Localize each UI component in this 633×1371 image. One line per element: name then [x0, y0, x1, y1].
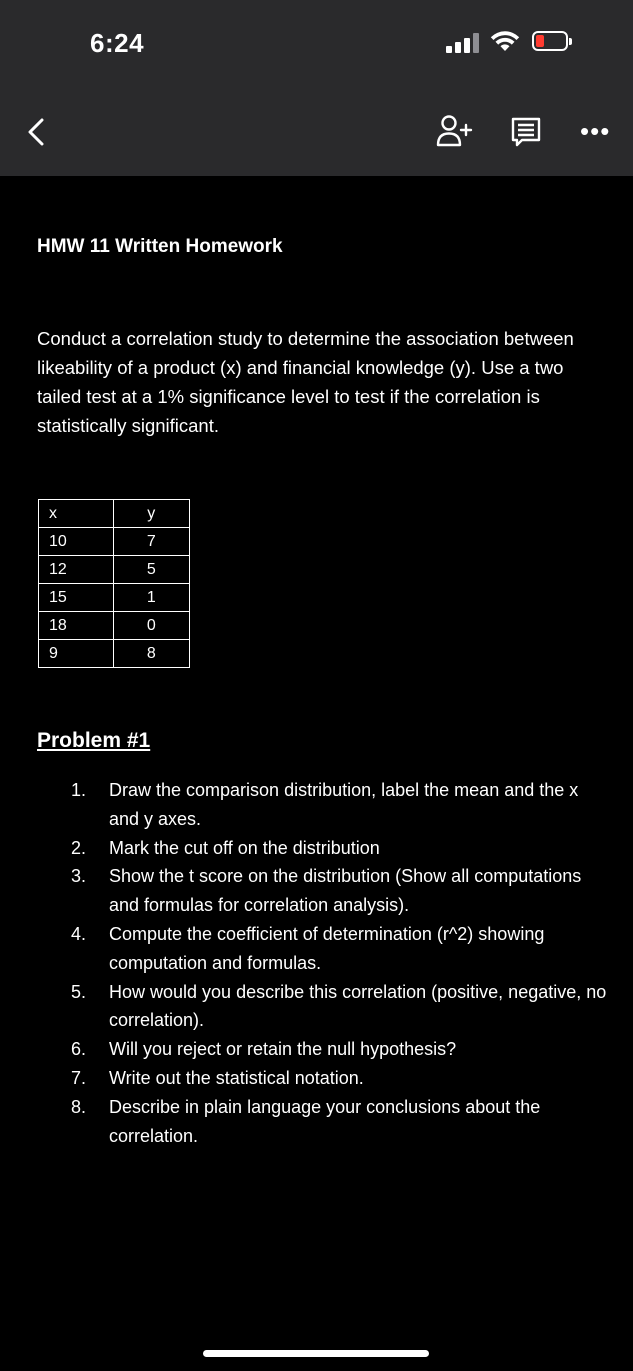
cell-y: 7: [113, 528, 189, 556]
list-item-text: Describe in plain language your conclusions about the correlation.: [109, 1096, 541, 1146]
cell-y: 1: [113, 584, 189, 612]
list-item: [71, 978, 611, 1036]
more-options-icon[interactable]: •••: [580, 116, 611, 146]
column-header-x: x: [39, 500, 114, 528]
column-header-y: y: [113, 500, 189, 528]
table-row: [39, 528, 190, 556]
list-item-text: Draw the comparison distribution, label the mean and the x and y axes.: [109, 780, 579, 829]
cellular-signal-icon: [446, 33, 480, 53]
list-item: [71, 862, 611, 920]
status-time: 6:24: [90, 28, 145, 58]
cell-y: 0: [113, 612, 189, 640]
document-comments-icon[interactable]: [510, 116, 542, 148]
list-item-number: 2.: [71, 837, 87, 858]
cell-x: 9: [39, 640, 114, 668]
table-row: [39, 640, 190, 668]
table-row: [39, 584, 190, 612]
task-list: [71, 776, 611, 1150]
page-title: HMW 11 Written Homework: [37, 236, 283, 257]
cell-x: 15: [39, 584, 114, 612]
battery-icon: [532, 31, 568, 51]
list-item-number: 5.: [71, 981, 87, 1002]
table-row: [39, 556, 190, 584]
status-bar: [0, 0, 633, 88]
list-item: [71, 776, 611, 834]
data-table: [38, 499, 190, 668]
wifi-icon: [490, 30, 520, 52]
cell-y: 8: [113, 640, 189, 668]
list-item: [71, 834, 611, 863]
cell-x: 12: [39, 556, 114, 584]
list-item-text: Will you reject or retain the null hypothesis?: [109, 1039, 457, 1060]
list-item: [71, 1064, 611, 1093]
list-item-number: 1.: [71, 780, 87, 800]
list-item-number: 3.: [71, 866, 87, 887]
list-item-number: 8.: [71, 1096, 87, 1117]
list-item-number: 4.: [71, 923, 87, 944]
back-chevron-icon[interactable]: [22, 116, 50, 148]
list-item-text: Write out the statistical notation.: [109, 1067, 364, 1088]
table-header-row: [39, 500, 190, 528]
list-item-text: Compute the coefficient of determination (r^2) showing computation and formulas.: [109, 923, 545, 973]
list-item: [71, 1093, 611, 1151]
list-item-text: Show the t score on the distribution (Show all computations and formulas for correlation analysis).: [109, 866, 582, 916]
problem-heading: Problem #1: [37, 729, 151, 752]
table-row: [39, 612, 190, 640]
cell-y: 5: [113, 556, 189, 584]
cell-x: 18: [39, 612, 114, 640]
list-item-number: 7.: [71, 1067, 87, 1088]
navigation-bar: [0, 88, 633, 176]
cell-x: 10: [39, 528, 114, 556]
list-item: [71, 1035, 611, 1064]
add-person-icon[interactable]: [436, 114, 474, 148]
list-item-text: Mark the cut off on the distribution: [109, 837, 380, 858]
list-item: [71, 920, 611, 978]
list-item-number: 6.: [71, 1039, 87, 1060]
list-item-text: How would you describe this correlation (positive, negative, no correlation).: [109, 981, 607, 1031]
home-indicator[interactable]: [203, 1350, 429, 1357]
intro-paragraph: Conduct a correlation study to determine the association between likeability of a product (x) and financial knowledge (y). Use a two tailed test at a 1% significance level to test if the correlation is statistically significant.: [37, 328, 574, 436]
